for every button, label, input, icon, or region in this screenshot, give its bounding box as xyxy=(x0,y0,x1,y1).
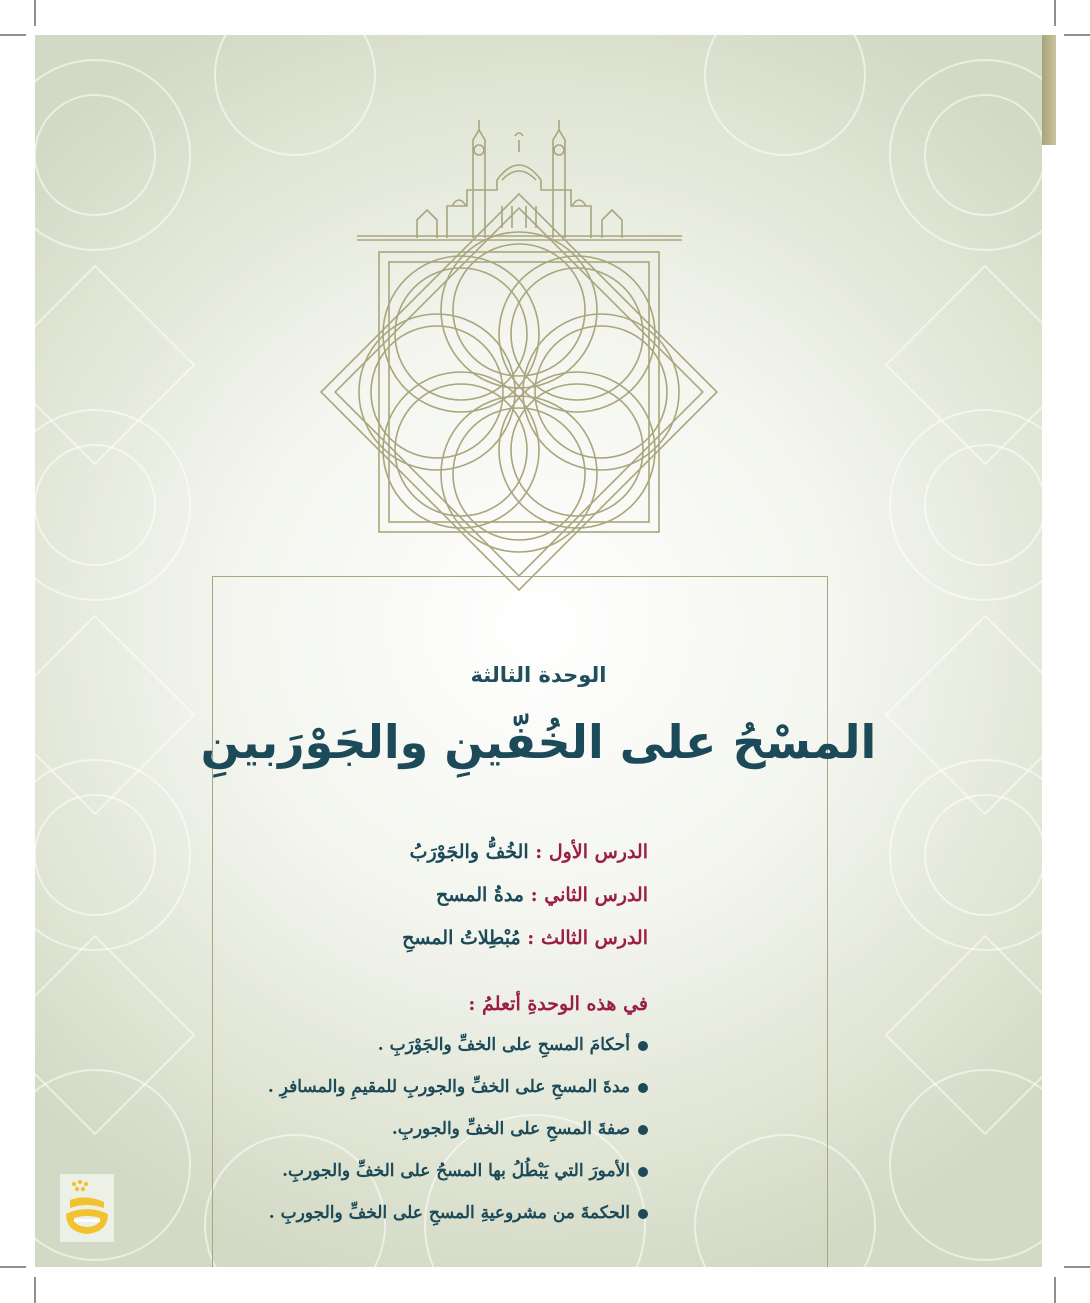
bullet-icon xyxy=(638,1209,648,1219)
lessons-list xyxy=(248,843,648,972)
lesson-separator: : xyxy=(528,841,549,863)
objective-item xyxy=(48,1035,648,1077)
lesson-item xyxy=(248,886,648,929)
bullet-icon xyxy=(638,1125,648,1135)
objective-item xyxy=(48,1119,648,1161)
objective-text: صفةَ المسحِ على الخفِّ والجوربِ. xyxy=(391,1119,630,1139)
lesson-number: الدرس الثاني xyxy=(544,884,648,906)
objectives-heading: في هذه الوحدةِ أتعلمُ : xyxy=(468,993,648,1015)
unit-title: المسْحُ على الخُفّينِ والجَوْرَبينِ xyxy=(200,715,877,769)
lesson-title: الخُفُّ والجَوْرَبُ xyxy=(409,841,529,863)
lesson-item xyxy=(248,843,648,886)
lesson-separator: : xyxy=(524,884,545,906)
lesson-number: الدرس الثالث xyxy=(540,927,648,949)
bullet-icon xyxy=(638,1083,648,1093)
lesson-title: مُبْطِلاتُ المسحِ xyxy=(402,927,521,949)
objective-item xyxy=(48,1203,648,1245)
objective-text: الأمورَ التي يَبْطُلُ بها المسحُ على الخفِّ والجوربِ. xyxy=(282,1161,630,1181)
objective-item xyxy=(48,1077,648,1119)
bullet-icon xyxy=(638,1167,648,1177)
objective-text: مدةَ المسحِ على الخفِّ والجوربِ للمقيمِ والمسافرِ . xyxy=(267,1077,630,1097)
publisher-logo-icon xyxy=(60,1174,114,1242)
page xyxy=(35,35,1042,1267)
lesson-item xyxy=(248,929,648,972)
lesson-separator: : xyxy=(520,927,541,949)
edge-tab xyxy=(1042,35,1056,145)
objective-item xyxy=(48,1161,648,1203)
unit-label: الوحدة الثالثة xyxy=(470,663,607,687)
objective-text: أحكامَ المسحِ على الخفِّ والجَوْرَبِ . xyxy=(377,1035,630,1055)
lesson-number: الدرس الأول xyxy=(548,841,648,863)
objectives-section xyxy=(48,993,648,1245)
lesson-title: مدةُ المسح xyxy=(436,884,524,906)
objective-text: الحكمةَ من مشروعيةِ المسحِ على الخفِّ والجوربِ . xyxy=(268,1203,630,1223)
bullet-icon xyxy=(638,1041,648,1051)
